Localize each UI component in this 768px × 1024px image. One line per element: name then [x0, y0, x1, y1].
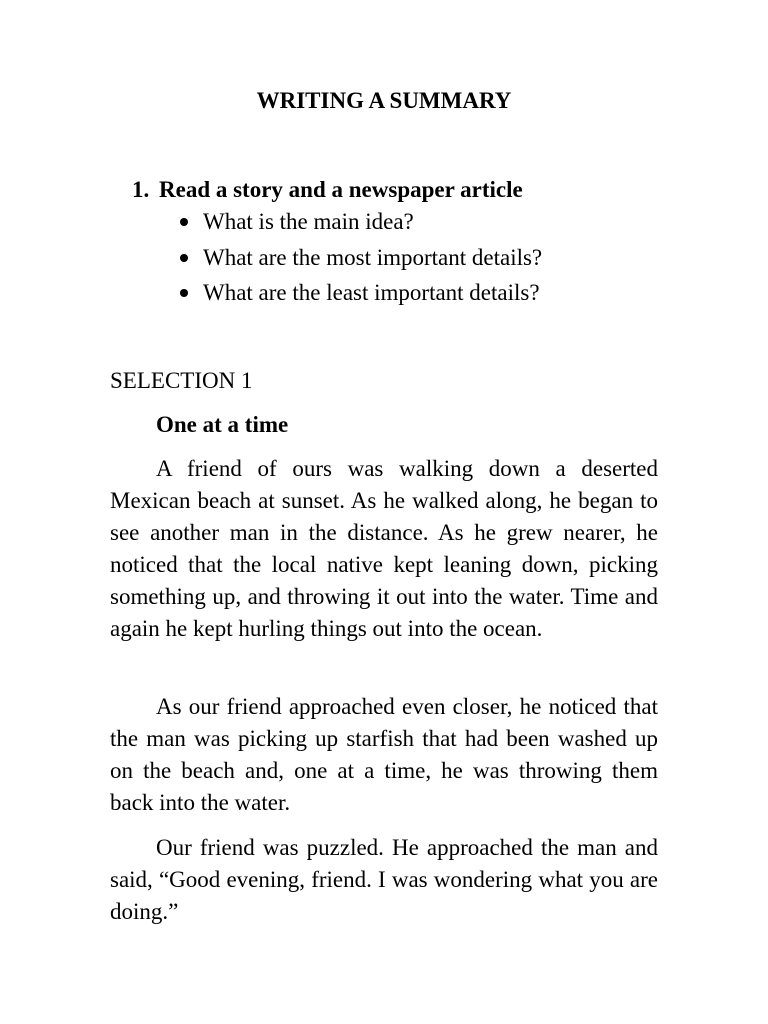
question-item: [178, 207, 542, 243]
story-title: One at a time: [156, 412, 289, 437]
question-text: What is the main idea?: [203, 209, 414, 234]
question-item: [178, 278, 542, 314]
question-text: What are the most important details?: [203, 244, 543, 270]
question-list: [178, 207, 542, 314]
story-paragraph: As our friend approached even closer, he noticed that the man was picking up starfish that had been washed up on the beach and, one at a time, he was throwing them back into the water.: [110, 694, 658, 815]
bullet-icon: [180, 218, 188, 226]
bullet-icon: [180, 289, 188, 297]
step-text: Read a story and a newspaper article: [159, 177, 523, 202]
section-label: SELECTION 1: [110, 368, 253, 393]
document-title: WRITING A SUMMARY: [256, 88, 512, 113]
bullet-icon: [180, 254, 188, 262]
question-item: [178, 243, 542, 279]
step-heading: [132, 175, 523, 205]
question-text: What are the least important details?: [203, 280, 540, 305]
story-paragraph: A friend of ours was walking down a deserted Mexican beach at sunset. As he walked along, he began to see another man in the distance. As he grew nearer, he noticed that the local native kept leaning down, picking something up, and throwing it out into the water. Time and again he kept hurling things out into the ocean.: [110, 456, 658, 641]
step-number: 1.: [132, 177, 150, 202]
story-paragraph: Our friend was puzzled. He approached the man and said, “Good evening, friend. I was wondering what you are doing.”: [110, 835, 658, 924]
